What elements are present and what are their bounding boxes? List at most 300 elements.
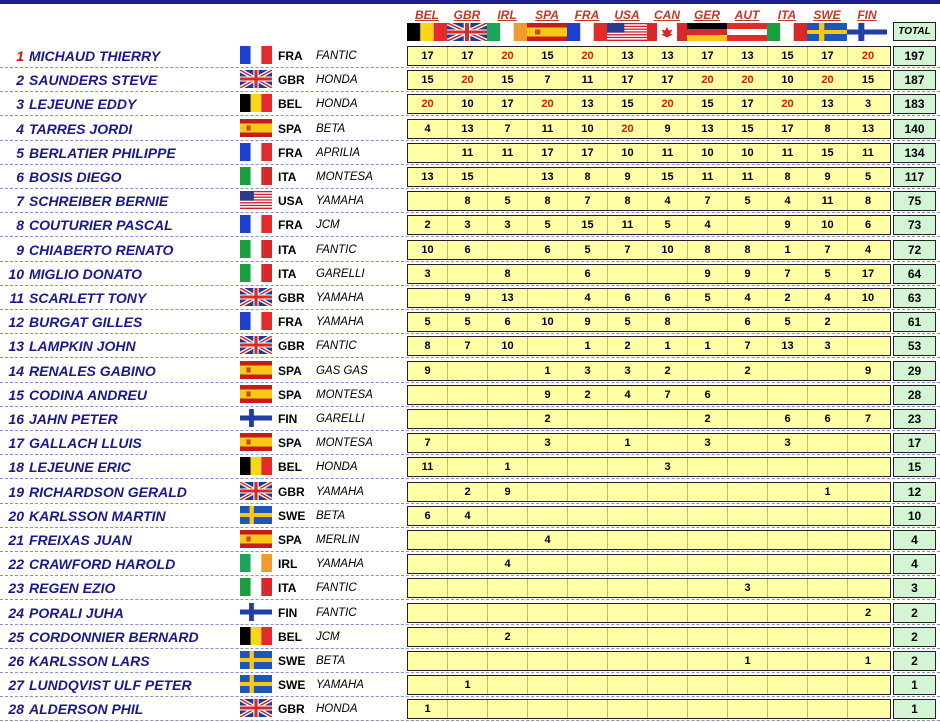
score-cell: 8 [808, 120, 848, 138]
score-cell: 6 [528, 241, 568, 259]
score-cell: 2 [408, 216, 448, 234]
nationality-code: GBR [278, 484, 305, 499]
score-cell [608, 555, 648, 573]
score-cell: 13 [648, 47, 688, 65]
score-cell: 6 [488, 313, 528, 331]
rider-name: CORDONNIER BERNARD [29, 628, 199, 645]
table-row [0, 92, 940, 116]
bike-make: MONTESA [316, 388, 373, 401]
score-cell [808, 700, 848, 718]
flag-spa-icon [240, 385, 272, 403]
score-cell: 2 [608, 337, 648, 355]
score-cell [848, 579, 888, 597]
total-points: 75 [893, 191, 936, 211]
table-row [0, 383, 940, 407]
score-cell: 6 [728, 313, 768, 331]
bike-make: MONTESA [316, 437, 373, 450]
score-cell: 8 [488, 265, 528, 283]
rider-name: MICHAUD THIERRY [29, 48, 161, 64]
score-cell [488, 410, 528, 428]
flag-fin-icon [240, 603, 272, 621]
rider-name: RENALES GABINO [29, 362, 156, 379]
flag-gbr-icon [240, 699, 272, 717]
nationality-code: SWE [278, 654, 306, 668]
score-cell [608, 700, 648, 718]
nationality-code: ITA [278, 170, 297, 184]
rider-name: SAUNDERS STEVE [29, 72, 158, 89]
score-cell [728, 604, 768, 622]
round-name-spa: SPA [535, 8, 559, 22]
flag-ita-icon [240, 264, 272, 282]
bike-make: MONTESA [316, 171, 373, 183]
round-scores [407, 699, 891, 719]
score-cell [568, 676, 608, 694]
score-cell [488, 579, 528, 597]
round-scores [407, 651, 891, 671]
score-cell [768, 362, 808, 380]
table-row [0, 601, 940, 625]
bike-make: APRILIA [316, 146, 361, 159]
round-scores [407, 578, 891, 598]
total-points: 73 [893, 215, 936, 235]
score-cell [768, 604, 808, 622]
score-cell [448, 362, 488, 380]
score-cell [648, 676, 688, 694]
score-cell [408, 483, 448, 501]
score-cell [528, 555, 568, 573]
score-cell: 20 [861, 50, 875, 62]
score-cell: 15 [568, 216, 608, 234]
score-cell: 9 [808, 168, 848, 186]
score-cell [568, 434, 608, 452]
table-row [0, 189, 940, 213]
round-scores [407, 312, 891, 332]
score-cell [528, 700, 568, 718]
score-cell: 11 [528, 120, 568, 138]
table-row [0, 310, 940, 334]
score-cell [808, 628, 848, 646]
bike-make: BETA [316, 122, 346, 135]
score-cell [808, 604, 848, 622]
position-number: 10 [8, 265, 24, 282]
position-number: 2 [16, 72, 24, 89]
total-points: 15 [893, 457, 936, 477]
table-row [0, 68, 940, 92]
score-cell [448, 410, 488, 428]
score-cell: 5 [688, 289, 728, 307]
score-cell: 6 [608, 289, 648, 307]
flag-gbr-icon [240, 482, 272, 500]
rider-name: KARLSSON MARTIN [29, 507, 166, 524]
score-cell: 7 [568, 192, 608, 210]
position-number: 15 [8, 386, 24, 403]
bike-make: FANTIC [316, 340, 357, 353]
score-cell: 7 [608, 241, 648, 259]
score-cell: 7 [488, 120, 528, 138]
rider-name: LEJEUNE EDDY [29, 96, 137, 113]
flag-fra-icon [567, 23, 607, 41]
position-number: 25 [8, 628, 24, 645]
score-cell: 11 [768, 144, 808, 162]
score-cell [528, 289, 568, 307]
bike-make: HONDA [316, 703, 358, 716]
score-cell [528, 507, 568, 525]
round-scores [407, 191, 891, 211]
score-cell [688, 604, 728, 622]
score-cell [408, 410, 448, 428]
score-cell: 6 [688, 386, 728, 404]
score-cell [568, 604, 608, 622]
score-cell: 1 [528, 362, 568, 380]
score-cell [528, 579, 568, 597]
score-cell: 10 [608, 144, 648, 162]
position-number: 1 [16, 48, 24, 64]
score-cell [448, 604, 488, 622]
flag-spa-icon [240, 530, 272, 548]
score-cell: 2 [768, 289, 808, 307]
round-name-can: CAN [654, 8, 680, 22]
total-points: 117 [893, 167, 936, 187]
score-cell [408, 192, 448, 210]
score-cell: 4 [528, 531, 568, 549]
score-cell [448, 628, 488, 646]
score-cell: 13 [408, 168, 448, 186]
score-cell: 7 [688, 192, 728, 210]
total-points: 134 [893, 143, 936, 163]
score-cell [408, 144, 448, 162]
bike-make: GARELLI [316, 267, 365, 280]
bike-make: FANTIC [316, 243, 357, 256]
flag-irl-icon [240, 554, 272, 572]
score-cell [648, 434, 688, 452]
rider-name: CRAWFORD HAROLD [29, 556, 176, 573]
score-cell [808, 386, 848, 404]
score-cell: 5 [488, 192, 528, 210]
score-cell [408, 604, 448, 622]
flag-fra-icon [240, 215, 272, 233]
position-number: 26 [8, 653, 24, 669]
score-cell: 7 [408, 434, 448, 452]
score-cell: 13 [528, 168, 568, 186]
position-number: 5 [16, 144, 24, 161]
score-cell [608, 458, 648, 476]
score-cell [688, 483, 728, 501]
rider-name: GALLACH LLUIS [29, 435, 142, 452]
round-name-ita: ITA [777, 8, 797, 22]
score-cell [408, 289, 448, 307]
score-cell: 4 [568, 289, 608, 307]
score-cell [688, 676, 728, 694]
score-cell: 7 [448, 337, 488, 355]
score-cell [488, 531, 528, 549]
flag-ita-icon [767, 23, 807, 41]
nationality-code: IRL [278, 557, 298, 572]
bike-make: GARELLI [316, 413, 365, 425]
rider-name: BERLATIER PHILIPPE [29, 144, 176, 161]
nationality-code: GBR [278, 339, 305, 354]
score-cell: 1 [768, 241, 808, 259]
score-cell: 10 [408, 241, 448, 259]
total-points: 72 [893, 240, 936, 260]
score-cell: 3 [728, 579, 768, 597]
nationality-code: SPA [278, 533, 302, 547]
score-cell [848, 507, 888, 525]
position-number: 23 [8, 580, 24, 597]
rider-name: BURGAT GILLES [29, 314, 143, 331]
score-cell [848, 628, 888, 646]
flag-fin-icon [240, 409, 272, 427]
score-cell [568, 458, 608, 476]
table-row [0, 262, 940, 286]
score-cell [688, 507, 728, 525]
total-header: TOTAL [893, 22, 936, 41]
score-cell: 6 [648, 289, 688, 307]
score-cell [648, 265, 688, 283]
score-cell: 3 [608, 362, 648, 380]
score-cell: 2 [728, 362, 768, 380]
rider-name: SCHREIBER BERNIE [29, 193, 169, 210]
bike-make: BETA [316, 509, 346, 522]
round-scores [407, 288, 891, 308]
score-cell [808, 434, 848, 452]
flag-bel-icon [240, 94, 272, 112]
flag-ger-icon [687, 23, 727, 41]
score-cell [768, 652, 808, 670]
score-cell [768, 386, 808, 404]
nationality-code: SWE [278, 508, 306, 523]
nationality-code: BEL [278, 460, 302, 475]
flag-bel-icon [407, 23, 447, 41]
table-row [0, 697, 940, 721]
total-points: 2 [893, 627, 936, 647]
table-row [0, 407, 940, 431]
score-cell [488, 700, 528, 718]
total-points: 2 [893, 651, 936, 671]
flag-spa-icon [240, 361, 272, 379]
bike-make: BETA [316, 655, 346, 667]
score-cell [648, 410, 688, 428]
score-cell [648, 700, 688, 718]
table-row [0, 480, 940, 504]
score-cell: 11 [568, 71, 608, 89]
score-cell [768, 628, 808, 646]
table-row [0, 359, 940, 383]
round-scores [407, 336, 891, 356]
bike-make: FANTIC [316, 582, 357, 595]
table-row [0, 649, 940, 673]
score-cell: 9 [488, 483, 528, 501]
total-points: 23 [893, 409, 936, 429]
score-cell: 2 [648, 362, 688, 380]
table-row [0, 213, 940, 237]
score-cell [528, 676, 568, 694]
flag-bel-icon [240, 627, 272, 645]
round-scores [407, 482, 891, 502]
round-scores [407, 554, 891, 574]
round-scores [407, 385, 891, 405]
score-cell [568, 628, 608, 646]
nationality-code: BEL [278, 97, 302, 112]
round-scores [407, 457, 891, 477]
score-cell [688, 652, 728, 670]
score-cell: 1 [408, 700, 448, 718]
score-cell: 8 [768, 168, 808, 186]
score-cell: 9 [864, 364, 872, 377]
score-cell: 13 [448, 120, 488, 138]
table-row [0, 455, 940, 479]
score-cell [608, 483, 648, 501]
score-cell: 20 [688, 71, 728, 89]
score-cell: 10 [488, 337, 528, 355]
score-cell: 10 [448, 95, 488, 113]
total-points: 64 [893, 264, 936, 284]
score-cell: 1 [448, 676, 488, 694]
round-scores [407, 143, 891, 163]
score-cell: 7 [864, 413, 872, 425]
position-number: 9 [16, 241, 24, 258]
position-number: 13 [8, 338, 24, 355]
score-cell [488, 507, 528, 525]
score-cell [568, 483, 608, 501]
score-cell [448, 555, 488, 573]
score-cell: 7 [648, 386, 688, 404]
score-cell: 10 [688, 144, 728, 162]
score-cell: 17 [808, 47, 848, 65]
nationality-code: ITA [278, 242, 297, 257]
score-cell [848, 483, 888, 501]
score-cell: 3 [408, 265, 448, 283]
rider-name: CODINA ANDREU [29, 386, 147, 403]
score-cell [568, 555, 608, 573]
score-cell [728, 458, 768, 476]
score-cell [848, 700, 888, 718]
score-cell: 10 [808, 216, 848, 234]
total-points: 4 [893, 530, 936, 550]
flag-spa-icon [240, 119, 272, 137]
bike-make: JCM [316, 219, 340, 232]
score-cell [568, 507, 608, 525]
score-cell: 15 [808, 144, 848, 162]
score-cell: 8 [408, 337, 448, 355]
score-cell: 6 [568, 265, 608, 283]
score-cell [688, 555, 728, 573]
table-row [0, 286, 940, 310]
table-row [0, 504, 940, 528]
score-cell [448, 434, 488, 452]
score-cell: 4 [408, 120, 448, 138]
score-cell [848, 458, 888, 476]
score-cell: 8 [608, 192, 648, 210]
score-cell [648, 483, 688, 501]
score-cell: 9 [648, 120, 688, 138]
score-cell: 3 [808, 337, 848, 355]
nationality-code: GBR [278, 291, 305, 305]
round-scores [407, 46, 891, 66]
score-cell: 13 [688, 120, 728, 138]
round-scores [407, 264, 891, 284]
score-cell [448, 579, 488, 597]
score-cell: 9 [768, 216, 808, 234]
rider-name: KARLSSON LARS [29, 653, 150, 669]
score-cell: 9 [448, 289, 488, 307]
score-cell: 20 [528, 95, 568, 113]
score-cell [648, 531, 688, 549]
score-cell: 15 [688, 95, 728, 113]
bike-make: HONDA [316, 98, 358, 111]
position-number: 21 [8, 532, 24, 548]
flag-swe-icon [240, 651, 272, 669]
flag-gbr-icon [240, 336, 272, 354]
score-cell [528, 458, 568, 476]
table-row [0, 552, 940, 576]
score-cell: 11 [688, 168, 728, 186]
score-cell: 17 [448, 47, 488, 65]
score-cell: 8 [528, 192, 568, 210]
score-cell [768, 579, 808, 597]
score-cell [488, 168, 528, 186]
score-cell: 3 [688, 434, 728, 452]
flag-swe-icon [240, 506, 272, 524]
position-number: 8 [16, 217, 24, 234]
score-cell [648, 579, 688, 597]
position-number: 24 [8, 604, 24, 621]
score-cell: 17 [528, 144, 568, 162]
flag-gbr-icon [447, 23, 487, 41]
position-number: 16 [8, 411, 24, 427]
nationality-code: ITA [278, 266, 297, 281]
score-cell [808, 579, 848, 597]
flag-fra-icon [240, 46, 272, 64]
flag-usa-icon [607, 23, 647, 41]
score-cell [728, 216, 768, 234]
score-cell: 13 [861, 122, 875, 135]
score-cell [408, 652, 448, 670]
score-cell: 20 [608, 120, 648, 138]
score-cell: 11 [488, 144, 528, 162]
round-scores [407, 506, 891, 526]
score-cell: 9 [688, 265, 728, 283]
nationality-code: SPA [278, 436, 302, 451]
score-cell: 9 [408, 362, 448, 380]
score-cell [568, 410, 608, 428]
nationality-code: SPA [278, 387, 302, 402]
score-cell: 1 [808, 483, 848, 501]
score-cell: 5 [728, 192, 768, 210]
position-number: 3 [16, 96, 24, 113]
score-cell: 7 [808, 241, 848, 259]
bike-make: FANTIC [316, 606, 357, 619]
score-cell: 6 [808, 410, 848, 428]
flag-swe-icon [240, 675, 272, 693]
score-cell [408, 579, 448, 597]
position-number: 14 [8, 362, 24, 379]
flag-fra-icon [240, 312, 272, 330]
round-scores [407, 94, 891, 114]
score-cell: 17 [408, 47, 448, 65]
round-name-swe: SWE [813, 8, 841, 22]
score-cell: 20 [488, 47, 528, 65]
score-cell: 15 [528, 47, 568, 65]
score-cell [448, 458, 488, 476]
table-row [0, 44, 940, 68]
total-points: 29 [893, 361, 936, 381]
rider-name: LEJEUNE ERIC [29, 459, 131, 476]
score-cell: 20 [648, 95, 688, 113]
score-cell: 5 [528, 216, 568, 234]
rider-name: RICHARDSON GERALD [29, 483, 187, 500]
score-cell: 7 [528, 71, 568, 89]
score-cell [608, 410, 648, 428]
